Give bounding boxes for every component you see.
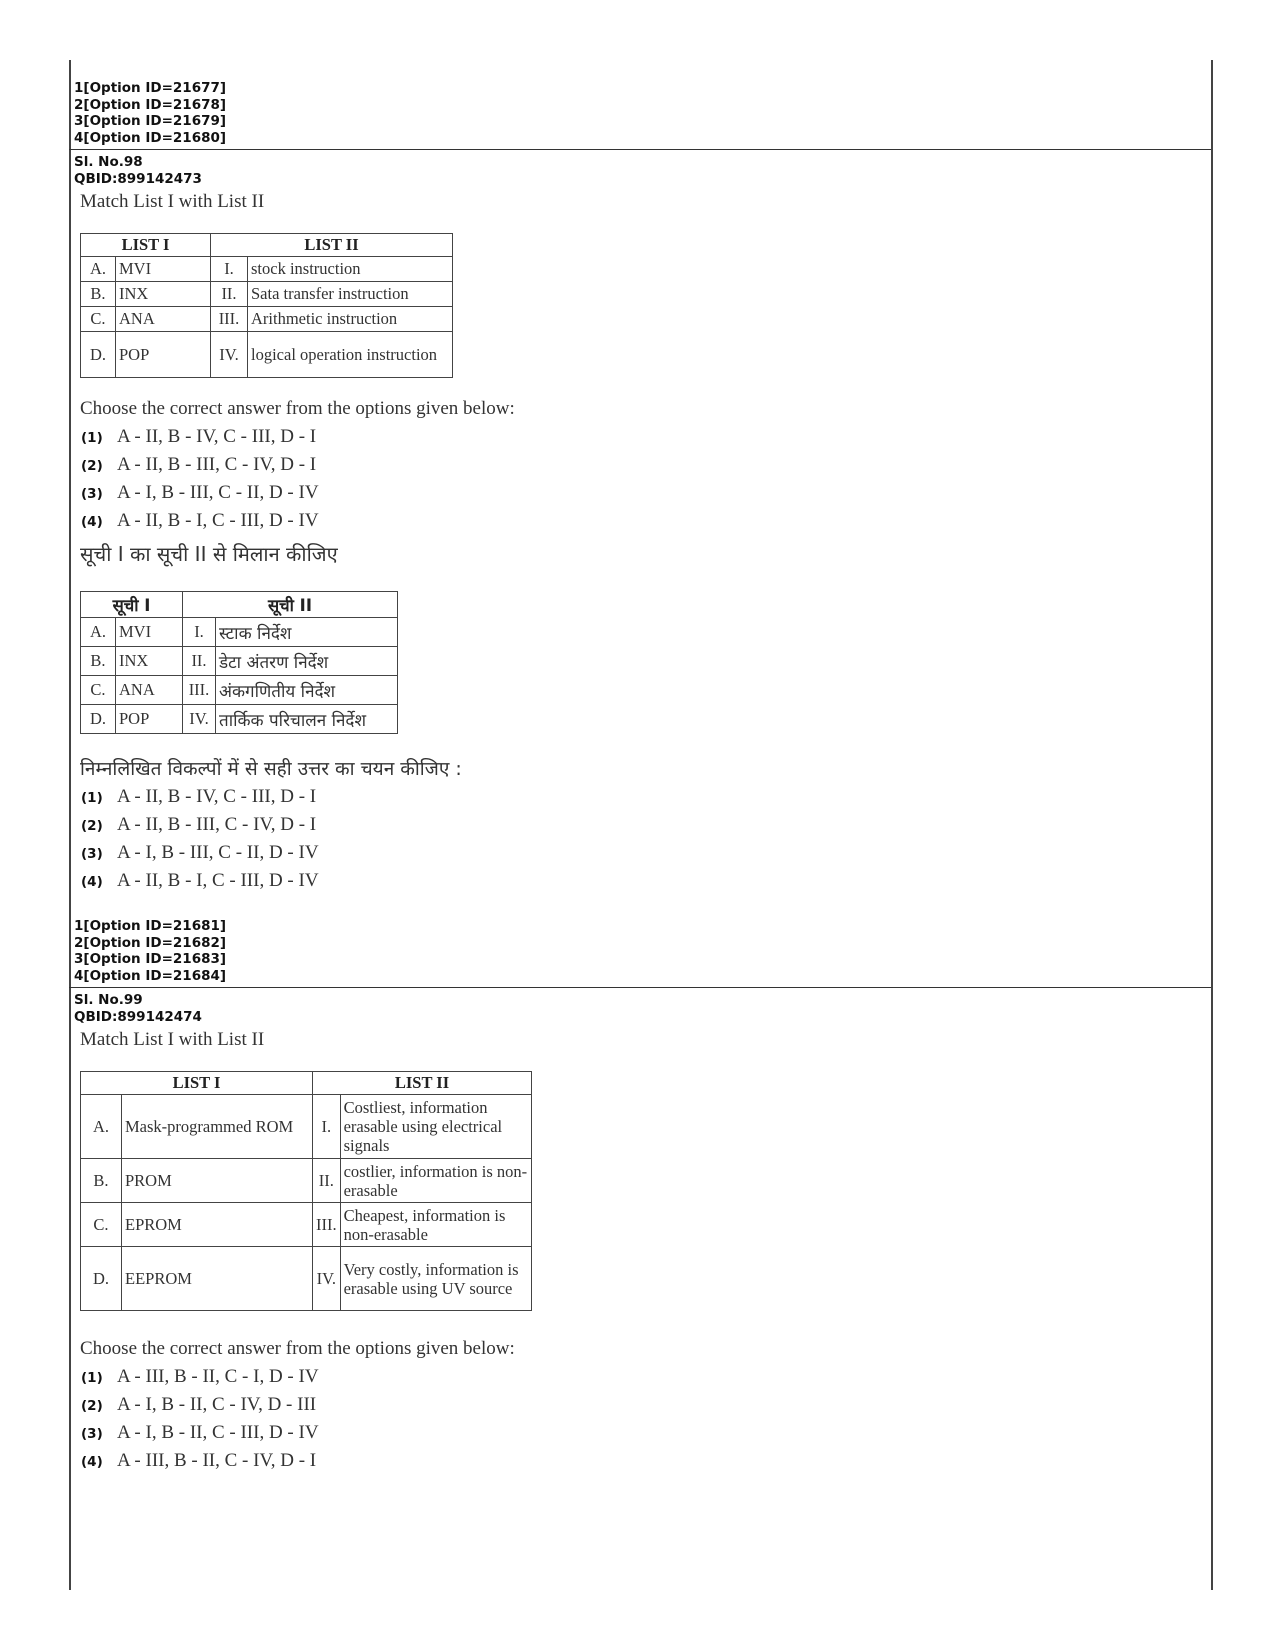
table-row: D. EEPROM IV. Very costly, information is erasable using UV source <box>81 1247 532 1311</box>
table-row: A. MVI I. stock instruction <box>81 257 453 282</box>
qbid: QBID:899142473 <box>74 170 202 187</box>
option-id: 2[Option ID=21678] <box>74 96 227 113</box>
table-header-list1: LIST I <box>81 1072 313 1095</box>
answer-option[interactable]: (2) A - II, B - III, C - IV, D - I <box>81 814 317 835</box>
option-id: 2[Option ID=21682] <box>74 934 227 951</box>
table-row: B. INX II. डेटा अंतरण निर्देश <box>81 647 398 676</box>
table-row: A. Mask-programmed ROM I. Costliest, information erasable using electrical signals <box>81 1095 532 1159</box>
option-id: 4[Option ID=21680] <box>74 129 227 146</box>
match-table-english <box>80 233 453 378</box>
answer-option[interactable]: (2) A - II, B - III, C - IV, D - I <box>81 454 317 475</box>
option-id: 3[Option ID=21683] <box>74 951 227 967</box>
table-header-list2: LIST II <box>211 234 453 257</box>
option-id: 4[Option ID=21684] <box>74 967 227 984</box>
option-id: 3[Option ID=21679] <box>74 113 227 129</box>
divider <box>69 149 1211 150</box>
answer-option[interactable]: (1) A - II, B - IV, C - III, D - I <box>81 786 317 807</box>
table-row: C. ANA III. Arithmetic instruction <box>81 307 453 332</box>
match-table <box>80 1071 532 1311</box>
qbid: QBID:899142474 <box>74 1008 202 1025</box>
table-row: A. MVI I. स्टाक निर्देश <box>81 618 398 647</box>
choose-instruction-hindi: निम्नलिखित विकल्पों में से सही उत्तर का चयन कीजिए : <box>80 758 462 780</box>
answer-option[interactable]: (2) A - I, B - II, C - IV, D - III <box>81 1394 317 1415</box>
question-prompt: Match List I with List II <box>80 1029 265 1050</box>
answer-option[interactable]: (3) A - I, B - II, C - III, D - IV <box>81 1422 319 1443</box>
prev-question-option-ids <box>74 80 1205 146</box>
table-header-list2: LIST II <box>313 1072 532 1095</box>
divider <box>69 987 1211 988</box>
answer-option[interactable]: (4) A - III, B - II, C - IV, D - I <box>81 1450 317 1471</box>
table-row: D. POP IV. logical operation instruction <box>81 332 453 378</box>
match-table-hindi <box>80 591 398 734</box>
answer-option[interactable]: (3) A - I, B - III, C - II, D - IV <box>81 482 319 503</box>
answer-option[interactable]: (3) A - I, B - III, C - II, D - IV <box>81 842 319 863</box>
answer-option[interactable]: (1) A - III, B - II, C - I, D - IV <box>81 1366 319 1387</box>
question-header <box>74 154 1205 187</box>
table-row: B. PROM II. costlier, information is non-erasable <box>81 1159 532 1203</box>
table-header-list1: LIST I <box>81 234 211 257</box>
option-id: 1[Option ID=21681] <box>74 918 227 934</box>
option-id: 1[Option ID=21677] <box>74 80 227 96</box>
option-ids <box>74 918 1205 984</box>
table-row: C. ANA III. अंकगणितीय निर्देश <box>81 676 398 705</box>
choose-instruction: Choose the correct answer from the options given below: <box>80 398 515 419</box>
table-row: C. EPROM III. Cheapest, information is non-erasable <box>81 1203 532 1247</box>
answer-option[interactable]: (4) A - II, B - I, C - III, D - IV <box>81 870 319 891</box>
serial-number: Sl. No.98 <box>74 154 143 170</box>
table-row: B. INX II. Sata transfer instruction <box>81 282 453 307</box>
answer-option[interactable]: (4) A - II, B - I, C - III, D - IV <box>81 510 319 531</box>
question-prompt-hindi: सूची I का सूची II से मिलान कीजिए <box>80 542 338 566</box>
table-header-list1: सूची I <box>81 592 183 618</box>
question-prompt: Match List I with List II <box>80 191 265 212</box>
table-row: D. POP IV. तार्किक परिचालन निर्देश <box>81 705 398 734</box>
answer-option[interactable]: (1) A - II, B - IV, C - III, D - I <box>81 426 317 447</box>
choose-instruction: Choose the correct answer from the options given below: <box>80 1338 515 1359</box>
table-header-list2: सूची II <box>183 592 398 618</box>
question-header <box>74 992 1205 1025</box>
serial-number: Sl. No.99 <box>74 992 143 1008</box>
